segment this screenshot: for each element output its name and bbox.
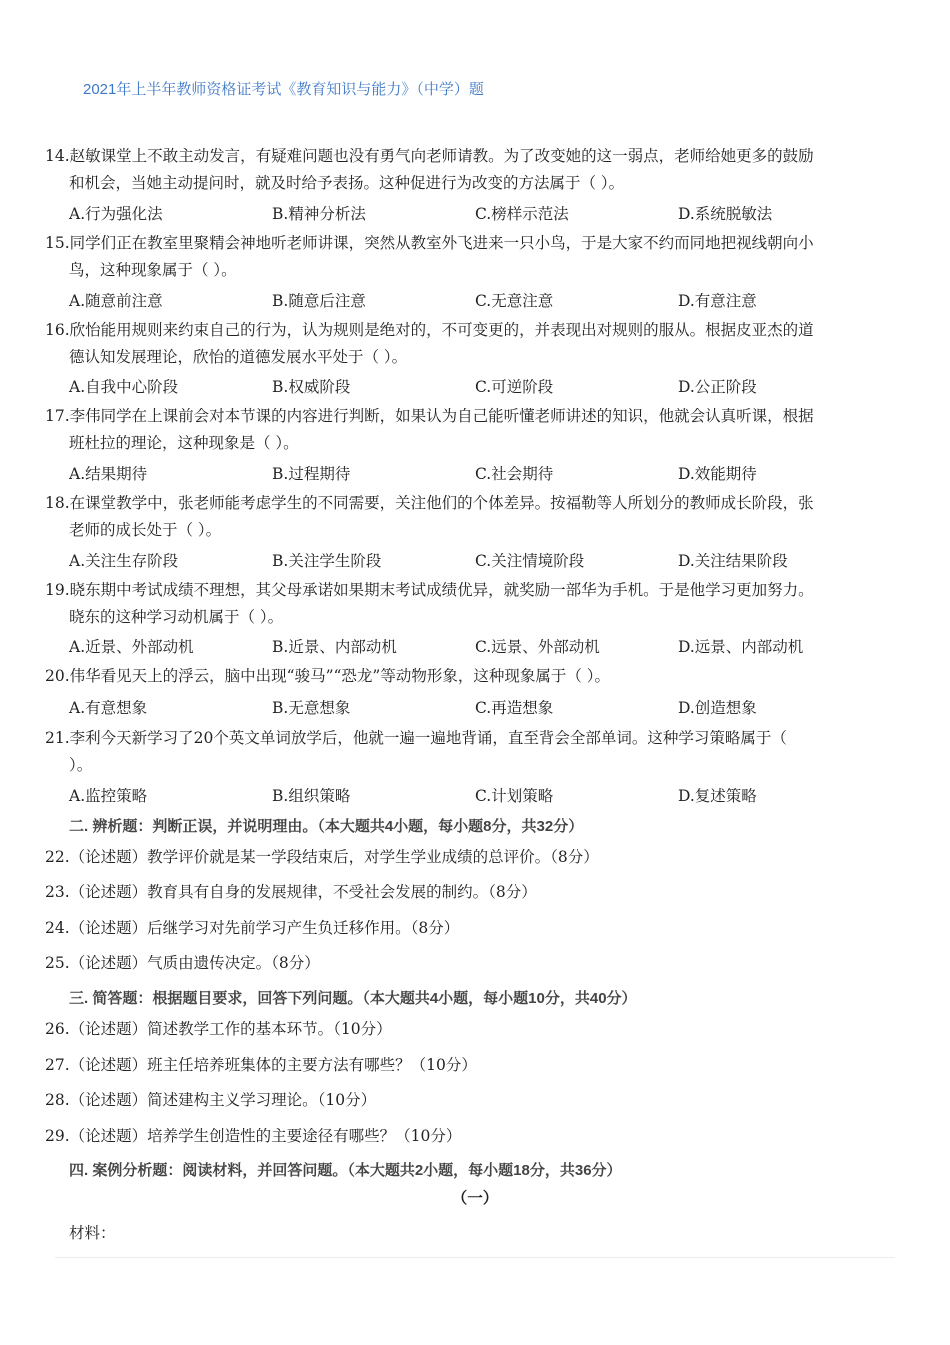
option-d: D.远景、内部动机 (678, 638, 804, 656)
option-a: A.行为强化法 (69, 205, 163, 223)
option-a: A.自我中心阶段 (69, 378, 179, 396)
question-text-line: 16.欣怡能用规则来约束自己的行为，认为规则是绝对的，不可变更的，并表现出对规则的服从。根据皮亚杰的道 (45, 321, 814, 339)
option-d: D.公正阶段 (678, 378, 757, 396)
question-text-line: 19.晓东期中考试成绩不理想，其父母承诺如果期末考试成绩优异，就奖励一部华为手机。于是他学习更加努力。 (45, 581, 814, 599)
option-c: C.榜样示范法 (475, 205, 569, 223)
question-text-line: 18.在课堂教学中，张老师能考虑学生的不同需要，关注他们的个体差异。按福勒等人所划分的教师成长阶段，张 (45, 494, 814, 512)
question-17-options (69, 462, 889, 486)
question-17 (45, 403, 877, 457)
question-15 (45, 230, 877, 284)
essay-question-22: 22.（论述题）教学评价就是某一学段结束后，对学生学业成绩的总评价。（8分） (45, 848, 599, 866)
question-19 (45, 577, 877, 631)
option-c: C.可逆阶段 (475, 378, 554, 396)
question-text-line: 德认知发展理论，欣怡的道德发展水平处于（ ）。 (69, 348, 408, 366)
option-a: A.近景、外部动机 (69, 638, 194, 656)
option-b: B.权威阶段 (272, 378, 351, 396)
option-c: C.社会期待 (475, 465, 554, 483)
section-2-heading: 二. 辨析题：判断正误，并说明理由。（本大题共4小题，每小题8分，共32分） (69, 818, 584, 835)
question-14 (45, 143, 877, 197)
question-14-options (69, 202, 889, 226)
question-text-line: 晓东的这种学习动机属于（ ）。 (69, 608, 284, 626)
page-divider (55, 1257, 895, 1258)
question-15-options (69, 289, 889, 313)
option-d: D.效能期待 (678, 465, 757, 483)
question-16-options (69, 375, 889, 399)
option-c: C.关注情境阶段 (475, 552, 585, 570)
question-21 (45, 725, 877, 779)
option-d: D.关注结果阶段 (678, 552, 788, 570)
section-4-heading: 四. 案例分析题：阅读材料，并回答问题。（本大题共2小题，每小题18分，共36分） (69, 1162, 622, 1179)
question-text-line: 班杜拉的理论，这种现象是（ ）。 (69, 434, 299, 452)
question-20 (45, 663, 877, 690)
question-18-options (69, 549, 889, 573)
option-b: B.精神分析法 (272, 205, 366, 223)
option-d: D.复述策略 (678, 787, 757, 805)
option-a: A.结果期待 (69, 465, 148, 483)
essay-question-23: 23.（论述题）教育具有自身的发展规律，不受社会发展的制约。（8分） (45, 883, 537, 901)
option-a: A.随意前注意 (69, 292, 163, 310)
option-d: D.有意注意 (678, 292, 757, 310)
option-d: D.创造想象 (678, 699, 757, 717)
section-3-heading: 三. 简答题：根据题目要求，回答下列问题。（本大题共4小题，每小题10分，共40分） (69, 990, 637, 1007)
option-b: B.关注学生阶段 (272, 552, 382, 570)
question-text-line: 老师的成长处于（ ）。 (69, 521, 222, 539)
option-d: D.系统脱敏法 (678, 205, 773, 223)
case-part-label: （一） (451, 1188, 499, 1207)
option-c: C.远景、外部动机 (475, 638, 600, 656)
question-21-options (69, 784, 889, 808)
option-c: C.计划策略 (475, 787, 554, 805)
page-header-title: 2021年上半年教师资格证考试《教育知识与能力》（中学）题 (83, 81, 484, 98)
option-a: A.监控策略 (69, 787, 148, 805)
option-b: B.随意后注意 (272, 292, 366, 310)
question-16 (45, 317, 877, 371)
essay-question-27: 27.（论述题）班主任培养班集体的主要方法有哪些？（10分） (45, 1056, 477, 1074)
question-text-line: 15.同学们正在教室里聚精会神地听老师讲课，突然从教室外飞进来一只小鸟，于是大家不约而同地把视线朝向小 (45, 234, 814, 252)
question-text-line: 20.伟华看见天上的浮云，脑中出现“骏马”“恐龙”等动物形象，这种现象属于（ ）。 (45, 667, 611, 685)
question-20-options (69, 696, 889, 720)
question-text-line: 21.李利今天新学习了20个英文单词放学后，他就一遍一遍地背诵，直至背会全部单词。这种学习策略属于（ (45, 729, 787, 747)
question-text-line: 和机会，当她主动提问时，就及时给予表扬。这种促进行为改变的方法属于（ ）。 (69, 174, 625, 192)
question-18 (45, 490, 877, 544)
essay-question-29: 29.（论述题）培养学生创造性的主要途径有哪些？（10分） (45, 1127, 462, 1145)
option-b: B.组织策略 (272, 787, 351, 805)
option-a: A.关注生存阶段 (69, 552, 179, 570)
essay-question-25: 25.（论述题）气质由遗传决定。（8分） (45, 954, 320, 972)
option-c: C.无意注意 (475, 292, 554, 310)
question-19-options (69, 635, 889, 659)
essay-question-24: 24.（论述题）后继学习对先前学习产生负迁移作用。（8分） (45, 919, 460, 937)
question-text-line: ）。 (69, 756, 93, 774)
option-b: B.过程期待 (272, 465, 351, 483)
material-label: 材料： (69, 1224, 116, 1242)
option-b: B.近景、内部动机 (272, 638, 397, 656)
option-b: B.无意想象 (272, 699, 351, 717)
essay-question-26: 26.（论述题）简述教学工作的基本环节。（10分） (45, 1020, 392, 1038)
option-a: A.有意想象 (69, 699, 148, 717)
question-text-line: 14.赵敏课堂上不敢主动发言，有疑难问题也没有勇气向老师请教。为了改变她的这一弱点，老师给她更多的鼓励 (45, 147, 814, 165)
essay-question-28: 28.（论述题）简述建构主义学习理论。（10分） (45, 1091, 377, 1109)
question-text-line: 17.李伟同学在上课前会对本节课的内容进行判断，如果认为自己能听懂老师讲述的知识，他就会认真听课，根据 (45, 407, 814, 425)
option-c: C.再造想象 (475, 699, 554, 717)
question-text-line: 鸟，这种现象属于（ ）。 (69, 261, 237, 279)
